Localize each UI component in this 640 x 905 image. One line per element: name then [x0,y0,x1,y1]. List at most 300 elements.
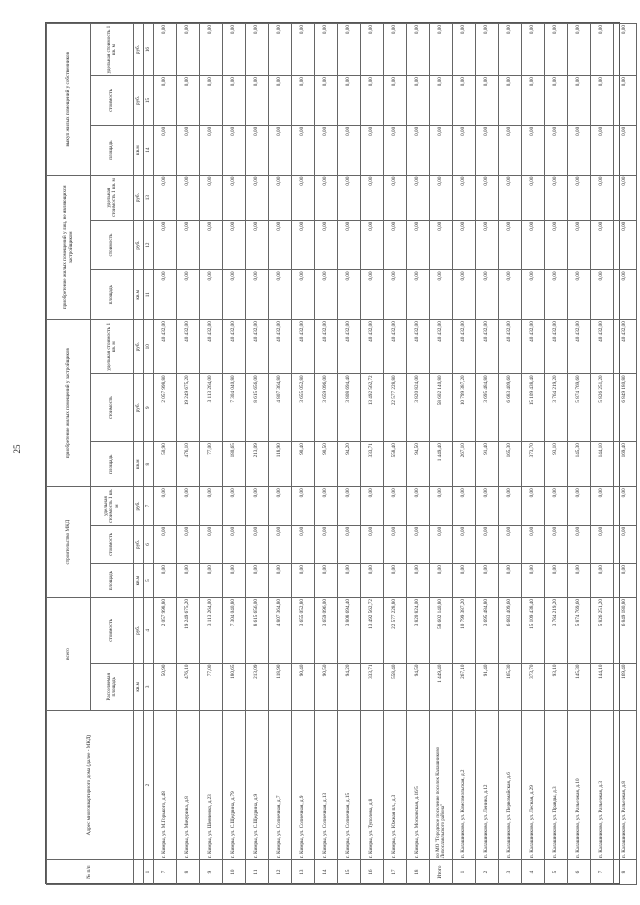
value-cell: 0,00 [292,270,315,320]
value-cell: 0,00 [315,220,338,270]
row-number: 2 [476,860,499,885]
value-cell: 0,00 [568,76,591,126]
value-cell: 0,00 [430,525,453,563]
value-cell: 3 764 219,20 [545,374,568,442]
value-cell: 0,00 [200,525,223,563]
value-cell: 0,00 [430,76,453,126]
value-cell: 90,40 [292,442,315,487]
value-cell: 13 492 562,72 [361,598,384,664]
value-cell: 0,00 [407,525,430,563]
subheader-area: площадь [91,125,134,175]
value-cell: 0,00 [269,76,292,126]
value-cell: 165,30 [499,663,522,710]
table-row [545,24,568,885]
value-cell: 0,00 [453,564,476,598]
value-cell: 94,50 [407,442,430,487]
value-cell: 8 615 656,00 [246,598,269,664]
table-row [269,24,292,885]
value-cell: 0,00 [522,487,545,525]
value-cell: 3 764 219,20 [545,598,568,664]
value-cell: 8 615 656,00 [246,374,269,442]
value-cell: 40 432,00 [292,320,315,374]
value-cell: 0,00 [384,525,407,563]
rotated-table-container [46,23,628,885]
value-cell: 0,00 [568,125,591,175]
row-number: 15 [338,860,361,885]
value-cell: 0,00 [545,487,568,525]
value-cell: 0,00 [223,220,246,270]
value-cell: 0,00 [591,564,614,598]
value-cell: 0,00 [200,220,223,270]
value-cell: 0,00 [269,487,292,525]
subheader-cost: стоимость [91,220,134,270]
row-number: 16 [361,860,384,885]
value-cell: 0,00 [246,525,269,563]
value-cell: 0,00 [407,24,430,76]
header-construction: строительство МКД [47,487,91,598]
value-cell: 0,00 [177,24,200,76]
value-cell: 0,00 [269,270,292,320]
value-cell: 0,00 [315,564,338,598]
value-cell: 0,00 [315,487,338,525]
value-cell: 90,50 [315,663,338,710]
value-cell: 15 109 438,40 [522,598,545,664]
value-cell: 0,00 [223,175,246,220]
value-cell: 93,10 [545,442,568,487]
value-cell: 0,00 [476,525,499,563]
unit-rub: руб. [134,525,144,563]
value-cell: 0,00 [476,220,499,270]
value-cell: 0,00 [292,125,315,175]
value-cell: 1 449,40 [430,663,453,710]
value-cell: 40 432,00 [545,320,568,374]
value-cell: 10 799 387,20 [453,374,476,442]
value-cell: 0,00 [545,76,568,126]
col-number: 2 [144,711,154,860]
value-cell: 0,00 [384,220,407,270]
value-cell: 145,30 [568,442,591,487]
value-cell: 0,00 [292,564,315,598]
value-cell: 0,00 [522,76,545,126]
unit-rub: руб. [134,598,144,664]
value-cell: 180,65 [223,442,246,487]
value-cell: 0,00 [269,564,292,598]
value-cell: 0,00 [361,220,384,270]
table-row [338,24,361,885]
document-sheet [45,22,628,884]
value-cell: 267,10 [453,442,476,487]
value-cell: 40 432,00 [568,320,591,374]
value-cell: 0,00 [568,270,591,320]
value-cell: 0,00 [361,24,384,76]
value-cell: 0,00 [522,525,545,563]
value-cell: 40 432,00 [407,320,430,374]
col-number: 3 [144,663,154,710]
value-cell: 40 432,00 [361,320,384,374]
value-cell: 180,65 [223,663,246,710]
value-cell: 0,00 [292,525,315,563]
header-acquisition-construction: приобретение жилых помещений у лиц, не являющихся застройщиком [47,175,91,320]
address-cell: г. Кимры, ул. Шевченко, д.23 [200,711,223,860]
address-cell: п. Калашниково, ул. Разъезжая, д.10 [568,711,591,860]
value-cell: 0,00 [476,487,499,525]
subheader-unit-cost: удельная стоимость 1 кв. м [91,24,134,76]
value-cell: 0,00 [338,24,361,76]
table-row [292,24,315,885]
value-cell: 40 432,00 [499,320,522,374]
unit-rub-per-sqm: руб. [134,24,144,76]
value-cell: 0,00 [407,564,430,598]
value-cell: 118,90 [269,663,292,710]
subheader-area: площадь [91,564,134,598]
address-cell: п. Калашниково, ул. Разъезжая, д.8 [614,711,637,860]
address-cell: п. Калашниково, ул. Лесная, д.29 [522,711,545,860]
unit-rub-per-sqm: руб. [134,175,144,220]
value-cell: 0,00 [476,24,499,76]
subheader-cost: стоимость [91,374,134,442]
value-cell: 0,00 [177,564,200,598]
value-cell: 40 432,00 [522,320,545,374]
table-row [223,24,246,885]
col-number: 6 [144,525,154,563]
value-cell: 40 432,00 [177,320,200,374]
value-cell: 0,00 [338,564,361,598]
value-cell: 0,00 [614,220,637,270]
unit-sqm: кв.м [134,270,144,320]
value-cell: 0,00 [154,175,177,220]
row-number: 9 [200,860,223,885]
value-cell: 0,00 [545,270,568,320]
value-cell: 0,00 [223,76,246,126]
value-cell: 0,00 [384,487,407,525]
unit-rub: руб. [134,220,144,270]
value-cell: 0,00 [269,24,292,76]
value-cell: 2 057 998,80 [154,374,177,442]
value-cell: 40 432,00 [430,320,453,374]
value-cell: 0,00 [407,76,430,126]
address-cell: п. Калашниково, ул. Правды, д.3 [545,711,568,860]
address-cell: по МО "Городское поселение поселок Калашниково Лихославльского района" [430,711,453,860]
value-cell: 0,00 [315,125,338,175]
subheader-cost: стоимость [91,76,134,126]
address-cell: г. Кимры, ул. С.Щедрина, д.9 [246,711,269,860]
col-number: 16 [144,24,154,76]
value-cell: 0,00 [476,175,499,220]
value-cell: 144,10 [591,442,614,487]
row-number: 13 [292,860,315,885]
header-row-1 [47,24,91,885]
value-cell: 91,40 [476,663,499,710]
row-number: Итого [430,860,453,885]
value-cell: 0,00 [453,270,476,320]
row-number: 14 [315,860,338,885]
subheader-cost: стоимость [91,525,134,563]
value-cell: 0,00 [614,24,637,76]
value-cell: 0,00 [430,270,453,320]
value-cell: 7 304 040,80 [223,374,246,442]
col-number: 13 [144,175,154,220]
col-number: 15 [144,76,154,126]
value-cell: 0,00 [453,220,476,270]
value-cell: 0,00 [269,125,292,175]
value-cell: 169,40 [614,663,637,710]
value-cell: 0,00 [499,564,522,598]
value-cell: 373,70 [522,442,545,487]
value-cell: 0,00 [522,564,545,598]
value-cell: 558,40 [384,442,407,487]
value-cell: 0,00 [430,487,453,525]
value-cell: 0,00 [591,125,614,175]
header-acquisition-other: выкуп жилых помещений у собственников [47,24,91,176]
value-cell: 0,00 [568,487,591,525]
table-row [476,24,499,885]
value-cell: 0,00 [338,220,361,270]
value-cell: 3 808 694,40 [338,598,361,664]
value-cell: 0,00 [223,525,246,563]
address-cell: г. Кимры, ул. М.Горького, д.48 [154,711,177,860]
value-cell: 0,00 [545,125,568,175]
value-cell: 0,00 [246,175,269,220]
value-cell: 3 659 096,00 [315,598,338,664]
value-cell: 0,00 [338,270,361,320]
value-cell: 0,00 [361,125,384,175]
value-cell: 40 432,00 [246,320,269,374]
row-number: 3 [499,860,522,885]
address-cell: г. Кимры, ул. Мичурина, д.8 [177,711,200,860]
row-number: 10 [223,860,246,885]
value-cell: 1 449,40 [430,442,453,487]
value-cell: 0,00 [154,487,177,525]
value-cell: 0,00 [476,270,499,320]
value-cell: 0,00 [177,220,200,270]
value-cell: 0,00 [384,564,407,598]
value-cell: 0,00 [200,125,223,175]
value-cell: 10 799 387,20 [453,598,476,664]
value-cell: 0,00 [453,525,476,563]
value-cell: 5 826 251,20 [591,598,614,664]
value-cell: 40 432,00 [223,320,246,374]
unit-sqm: кв.м [134,442,144,487]
value-cell: 0,00 [499,125,522,175]
value-cell: 0,00 [499,487,522,525]
value-cell: 0,00 [338,125,361,175]
col-number: 7 [144,487,154,525]
value-cell: 0,00 [591,24,614,76]
value-cell: 0,00 [154,270,177,320]
value-cell: 77,00 [200,663,223,710]
row-number: 7 [154,860,177,885]
value-cell: 0,00 [545,220,568,270]
address-cell: г. Кимры, ул. Солнечная, д.9 [292,711,315,860]
col-number: 1 [144,860,154,885]
value-cell: 0,00 [246,125,269,175]
value-cell: 5 874 769,60 [568,598,591,664]
value-cell: 94,20 [338,442,361,487]
value-cell: 0,00 [591,270,614,320]
value-cell: 213,09 [246,442,269,487]
value-cell: 0,00 [315,175,338,220]
value-cell: 0,00 [154,564,177,598]
address-cell: п. Калашниково, ул. Ленина, д.12 [476,711,499,860]
value-cell: 50,90 [154,663,177,710]
value-cell: 3 659 096,00 [315,374,338,442]
resettlement-table [46,23,637,885]
value-cell: 476,10 [177,442,200,487]
value-cell: 0,00 [407,487,430,525]
value-cell: 19 249 675,20 [177,374,200,442]
value-cell: 0,00 [177,175,200,220]
table-row [361,24,384,885]
value-cell: 0,00 [200,270,223,320]
unit-rub-per-sqm: руб. [134,320,144,374]
value-cell: 0,00 [476,125,499,175]
subheader-resettlement-area: Расселяемая площадь [91,663,134,710]
value-cell: 0,00 [453,125,476,175]
unit-rub: руб. [134,374,144,442]
value-cell: 144,10 [591,663,614,710]
subheader-unit-cost: удельная стоимость 1 кв. м [91,487,134,525]
value-cell: 0,00 [545,24,568,76]
value-cell: 40 432,00 [591,320,614,374]
value-cell: 0,00 [568,175,591,220]
value-cell: 94,50 [407,663,430,710]
subheader-unit-cost: удельная стоимость 1 кв. м [91,175,134,220]
value-cell: 0,00 [200,175,223,220]
value-cell: 0,00 [476,76,499,126]
value-cell: 0,00 [177,525,200,563]
value-cell: 58 602 140,80 [430,374,453,442]
value-cell: 3 655 052,80 [292,598,315,664]
unit-sqm: кв.м [134,564,144,598]
value-cell: 0,00 [269,220,292,270]
table-row [200,24,223,885]
address-cell: г. Кимры, ул. Солнечная, д.13 [315,711,338,860]
value-cell: 40 432,00 [154,320,177,374]
address-cell: г. Кимры, ул. Южная пл., д.3 [384,711,407,860]
value-cell: 0,00 [384,24,407,76]
value-cell: 0,00 [246,487,269,525]
subheader-area: площадь [91,442,134,487]
value-cell: 3 695 484,80 [476,374,499,442]
value-cell: 13 492 562,72 [361,374,384,442]
table-row [384,24,407,885]
table-row [568,24,591,885]
value-cell: 0,00 [568,525,591,563]
row-number: 12 [269,860,292,885]
value-cell: 0,00 [315,270,338,320]
value-cell: 145,30 [568,663,591,710]
value-cell: 6 683 409,60 [499,598,522,664]
value-cell: 0,00 [292,76,315,126]
value-cell: 0,00 [430,564,453,598]
col-number: 12 [144,220,154,270]
value-cell: 0,00 [591,76,614,126]
address-cell: п. Калашниково, ул. Первомайская, д.6 [499,711,522,860]
value-cell: 0,00 [407,220,430,270]
value-cell: 94,20 [338,663,361,710]
row-number: 8 [614,860,637,885]
value-cell: 0,00 [384,175,407,220]
subheader-area: площадь [91,270,134,320]
value-cell: 0,00 [499,525,522,563]
value-cell: 0,00 [430,24,453,76]
value-cell: 90,50 [315,442,338,487]
subheader-cost: стоимость [91,598,134,664]
value-cell: 0,00 [315,76,338,126]
unit-sqm: кв.м [134,663,144,710]
row-number: 4 [522,860,545,885]
value-cell: 7 304 040,80 [223,598,246,664]
value-cell: 0,00 [499,175,522,220]
col-number: 5 [144,564,154,598]
value-cell: 0,00 [361,487,384,525]
value-cell: 0,00 [384,125,407,175]
header-acquisition-new: приобретение жилых помещений у застройщиков [47,320,91,487]
value-cell: 40 432,00 [200,320,223,374]
value-cell: 0,00 [407,125,430,175]
value-cell: 0,00 [614,76,637,126]
value-cell: 40 432,00 [614,320,637,374]
value-cell: 3 113 264,00 [200,374,223,442]
value-cell: 476,10 [177,663,200,710]
value-cell: 3 695 484,80 [476,598,499,664]
value-cell: 0,00 [361,175,384,220]
col-number: 11 [144,270,154,320]
value-cell: 22 577 228,80 [384,374,407,442]
col-number: 9 [144,374,154,442]
value-cell: 0,00 [200,76,223,126]
value-cell: 0,00 [522,175,545,220]
value-cell: 3 655 052,80 [292,374,315,442]
header-total: всего [47,598,91,711]
value-cell: 0,00 [614,175,637,220]
table-row [591,24,614,885]
value-cell: 0,00 [476,564,499,598]
value-cell: 90,40 [292,663,315,710]
value-cell: 58 602 140,80 [430,598,453,664]
value-cell: 0,00 [246,564,269,598]
value-cell: 0,00 [591,487,614,525]
value-cell: 6 683 409,60 [499,374,522,442]
value-cell: 558,40 [384,663,407,710]
value-cell: 0,00 [591,220,614,270]
value-cell: 77,00 [200,442,223,487]
value-cell: 0,00 [545,564,568,598]
value-cell: 0,00 [591,175,614,220]
header-address: Адрес многоквартирного дома (далее - МКД) [47,711,134,860]
value-cell: 0,00 [499,220,522,270]
value-cell: 0,00 [384,270,407,320]
value-cell: 6 849 180,80 [614,374,637,442]
value-cell: 0,00 [223,487,246,525]
table-row [177,24,200,885]
value-cell: 0,00 [568,564,591,598]
table-row [154,24,177,885]
table-row [315,24,338,885]
address-cell: п. Калашниково, ул. Разъезжая, д.3 [591,711,614,860]
value-cell: 0,00 [200,24,223,76]
page-number: 25 [12,444,22,454]
value-cell: 0,00 [545,525,568,563]
value-cell: 0,00 [246,220,269,270]
row-number: 5 [545,860,568,885]
value-cell: 0,00 [200,564,223,598]
value-cell: 91,40 [476,442,499,487]
table-row [407,24,430,885]
value-cell: 0,00 [384,76,407,126]
value-cell: 0,00 [315,525,338,563]
value-cell: 0,00 [453,487,476,525]
